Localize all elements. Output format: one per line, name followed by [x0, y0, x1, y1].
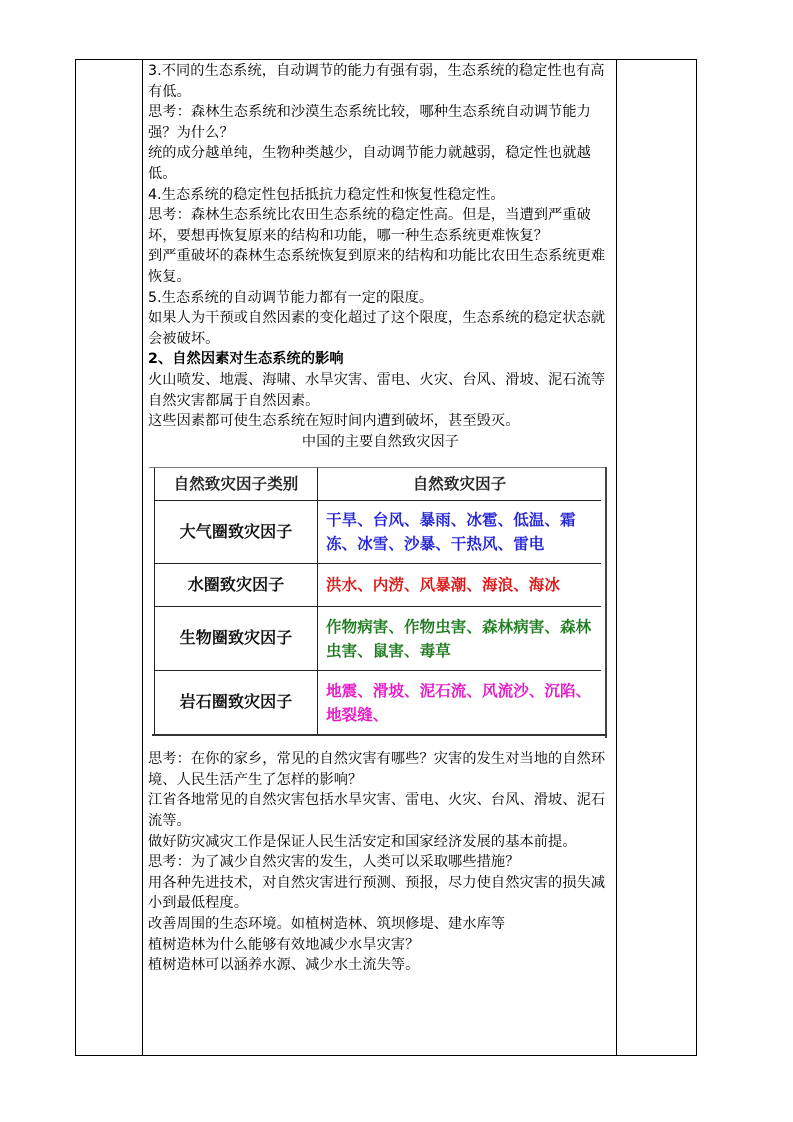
paragraph: 5.生态系统的自动调节能力都有一定的限度。	[148, 289, 434, 306]
content-column	[148, 61, 613, 976]
hazard-table-image	[149, 467, 607, 740]
header-factors: 自然致灾因子	[318, 468, 602, 501]
paragraph: 3.不同的生态系统，自动调节的能力有强有弱，生态系统的稳定性也有高有低。	[148, 63, 605, 100]
table-border-right	[605, 467, 607, 738]
paragraph: 做好防灾减灾工作是保证人民生活安定和国家经济发展的基本前提。	[148, 833, 577, 850]
column-divider-left	[142, 60, 143, 1055]
column-divider-right	[616, 60, 617, 1055]
paragraph: 思考：森林生态系统和沙漠生态系统比较，哪种生态系统自动调节能力强？为什么？	[148, 104, 591, 141]
paragraph: 如果人为干预或自然因素的变化超过了这个限度，生态系统的稳定状态就会被破坏。	[148, 310, 606, 347]
paragraph: 这些因素都可使生态系统在短时间内遭到破坏，甚至毁灭。	[148, 413, 520, 430]
table-row	[155, 607, 602, 671]
row-factors: 作物病害、作物虫害、森林病害、森林虫害、鼠害、毒草	[318, 607, 602, 671]
row-category: 岩石圈致灾因子	[155, 671, 318, 735]
row-category: 大气圈致灾因子	[155, 501, 318, 564]
row-factors: 干旱、台风、暴雨、冰雹、低温、霜冻、冰雪、沙暴、干热风、雷电	[318, 501, 602, 564]
paragraph: 思考：为了减少自然灾害的发生，人类可以采取哪些措施？	[148, 854, 520, 871]
table-border-bottom	[152, 734, 607, 736]
hazard-table	[154, 468, 601, 735]
paragraph: 火山喷发、地震、海啸、水旱灾害、雷电、火灾、台风、滑坡、泥石流等自然灾害都属于自然因素。	[148, 371, 606, 409]
paragraph: 改善周围的生态环境。如植树造林、筑坝修堤、建水库等	[148, 916, 506, 933]
paragraph: 到严重破坏的森林生态系统恢复到原来的结构和功能比农田生态系统更难恢复。	[148, 248, 606, 285]
table-row	[155, 564, 602, 607]
paragraph: 思考：森林生态系统比农田生态系统的稳定性高。但是，当遭到严重破坏，要想再恢复原来的结构和功能，哪一种生态系统更难恢复？	[148, 207, 591, 244]
section-heading: 2、自然因素对生态系统的影响	[148, 351, 344, 368]
row-category: 水圈致灾因子	[155, 564, 318, 607]
table-caption: 中国的主要自然致灾因子	[301, 433, 460, 450]
header-category: 自然致灾因子类别	[155, 468, 318, 501]
paragraph: 思考：在你的家乡，常见的自然灾害有哪些？灾害的发生对当地的自然环境、人民生活产生了怎样的影响？	[148, 751, 606, 788]
table-row	[155, 671, 602, 735]
paragraph: 植树造林为什么能够有效地减少水旱灾害？	[148, 936, 420, 953]
paragraph: 用各种先进技术，对自然灾害进行预测、预报，尽力使自然灾害的损失减小到最低程度。	[148, 874, 606, 912]
paragraph: 江省各地常见的自然灾害包括水旱灾害、雷电、火灾、台风、滑坡、泥石流等。	[148, 792, 606, 830]
row-factors: 洪水、内涝、风暴潮、海浪、海冰	[318, 564, 602, 607]
paragraph: 植树造林可以涵养水源、减少水土流失等。	[148, 957, 420, 974]
row-category: 生物圈致灾因子	[155, 607, 318, 671]
table-row	[155, 501, 602, 564]
paragraph: 统的成分越单纯，生物种类越少，自动调节能力就越弱，稳定性也就越低。	[148, 145, 591, 182]
row-factors: 地震、滑坡、泥石流、风流沙、沉陷、地裂缝、	[318, 671, 602, 735]
paragraph: 4.生态系统的稳定性包括抵抗力稳定性和恢复性稳定性。	[148, 186, 505, 203]
